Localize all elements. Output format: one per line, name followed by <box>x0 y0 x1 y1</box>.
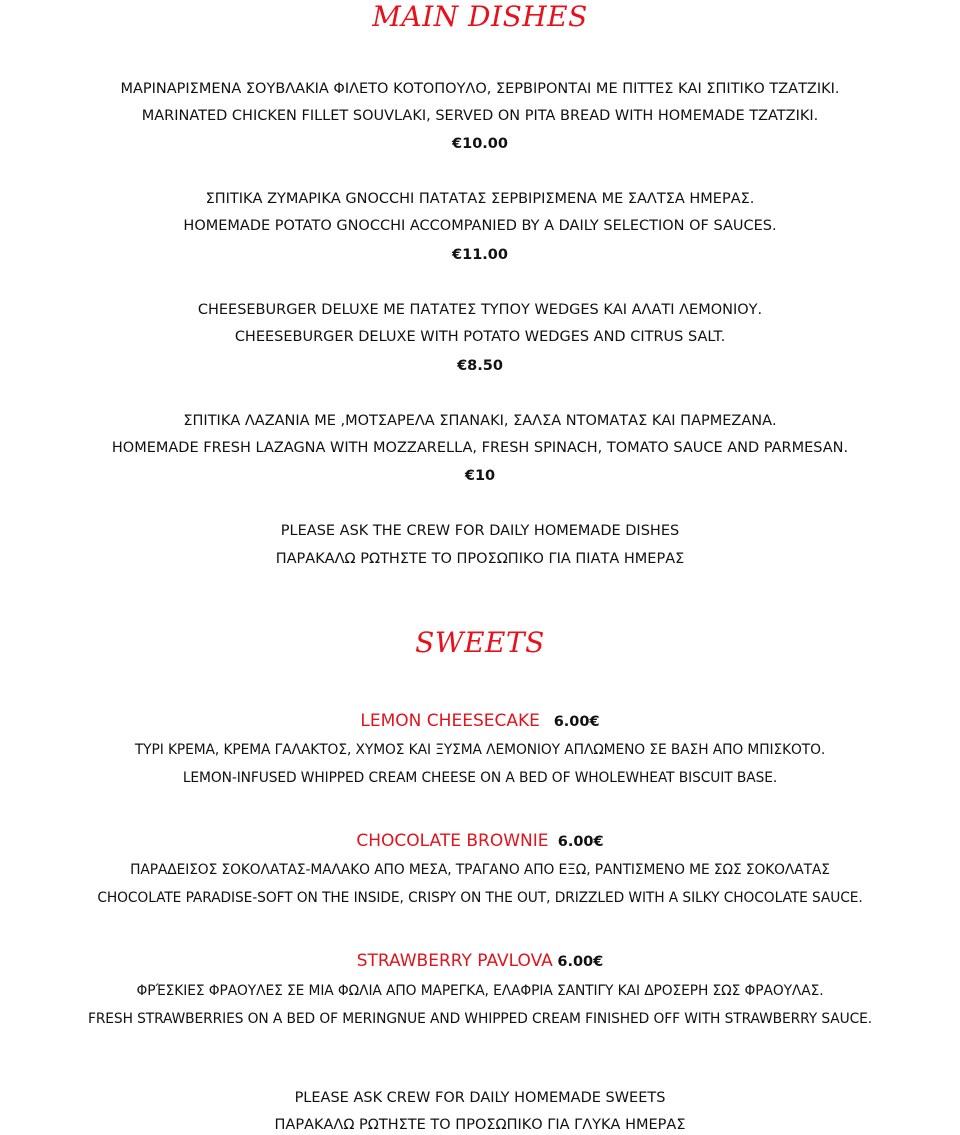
dishes-note-english: PLEASE ASK THE CREW FOR DAILY HOMEMADE DISHES <box>280 523 680 539</box>
sweet-title <box>0 830 960 853</box>
sweet-english: FRESH STRAWBERRIES ON A BED OF MERINGNUE AND WHIPPED CREAM FINISHED OFF WITH STRAWBERRY SAUCE. <box>87 1011 873 1027</box>
dish-english: HOMEMADE FRESH LAZAGNA WITH MOZZARELLA, FRESH SPINACH, TOMATO SAUCE AND PARMESAN. <box>111 440 849 456</box>
dish-price: €10 <box>464 468 496 484</box>
sweet-name: STRAWBERRY PAVLOVA <box>356 951 553 971</box>
sweet-english: LEMON-INFUSED WHIPPED CREAM CHEESE ON A BED OF WHOLEWHEAT BISCUIT BASE. <box>182 770 778 786</box>
main-dishes-heading: MAIN DISHES <box>372 0 588 33</box>
sweet-english: CHOCOLATE PARADISE-SOFT ON THE INSIDE, CRISPY ON THE OUT, DRIZZLED WITH A SILKY CHOCOLATE SAUCE. <box>97 890 863 906</box>
dish-price: €11.00 <box>452 247 508 263</box>
sweet-greek: ΤΥΡΙ ΚΡΕΜΑ, ΚΡΕΜΑ ΓΑΛΑΚΤΟΣ, ΧΥΜΟΣ ΚΑΙ ΞΥΣΜΑ ΛΕΜΟΝΙΟΥ ΑΠΛΩΜΕΝΟ ΣΕ ΒΑΣΗ ΑΠΟ ΜΠΙΣΚΟΤΟ. <box>134 742 826 758</box>
dish-english: HOMEMADE POTATO GNOCCHI ACCOMPANIED BY A DAILY SELECTION OF SAUCES. <box>183 218 777 234</box>
dish-greek: ΜΑΡΙΝΑΡΙΣΜΕΝΑ ΣΟΥΒΛΑΚΙΑ ΦΙΛΕΤΟ ΚΟΤΟΠΟΥΛΟ, ΣΕΡΒΙΡΟΝΤΑΙ ΜΕ ΠΙΤΤΕΣ ΚΑΙ ΣΠΙΤΙΚΟ ΤΖΑΤΖΙΚΙ. <box>120 81 840 97</box>
sweet-price: 6.00€ <box>553 714 600 730</box>
dish-greek: ΣΠΙΤΙΚΑ ΛΑΖΑΝΙΑ ΜΕ ,ΜΟΤΣΑΡΕΛΑ ΣΠΑΝΑΚΙ, ΣΑΛΣΑ ΝΤΟΜΑΤΑΣ ΚΑΙ ΠΑΡΜΕΖΑΝΑ. <box>183 413 777 429</box>
dish-price: €10.00 <box>452 136 508 152</box>
sweet-name: CHOCOLATE BROWNIE <box>356 831 549 851</box>
sweets-heading: SWEETS <box>415 626 545 659</box>
sweets-note-greek: ΠΑΡΑΚΑΛΩ ΡΩΤΗΣΤΕ ΤΟ ΠΡΟΣΩΠΙΚΟ ΓΙΑ ΓΛΥΚΑ ΗΜΕΡΑΣ <box>274 1117 686 1133</box>
dish-english: CHEESEBURGER DELUXE WITH POTATO WEDGES AND CITRUS SALT. <box>234 329 726 345</box>
dish-price: €8.50 <box>457 358 503 374</box>
dishes-note-greek: ΠΑΡΑΚΑΛΩ ΡΩΤΗΣΤΕ ΤΟ ΠΡΟΣΩΠΙΚΟ ΓΙΑ ΠΙΑΤΑ ΗΜΕΡΑΣ <box>275 551 685 567</box>
sweet-greek: ΠΑΡΑΔΕΙΣΟΣ ΣΟΚΟΛΑΤΑΣ-ΜΑΛΑΚΟ ΑΠΟ ΜΕΣΑ, ΤΡΑΓΑΝΟ ΑΠΟ ΕΞΩ, ΡΑΝΤΙΣΜΕΝΟ ΜΕ ΣΩΣ ΣΟΚΟΛΑΤΑΣ <box>130 862 830 878</box>
dish-english: MARINATED CHICKEN FILLET SOUVLAKI, SERVED ON PITA BREAD WITH HOMEMADE TZATZIKI. <box>141 108 819 124</box>
sweet-greek: ΦΡΈΣΚΙΕΣ ΦΡΑΟΥΛΕΣ ΣΕ ΜΙΑ ΦΩΛΙΑ ΑΠΟ ΜΑΡΕΓΚΑ, ΕΛΑΦΡΙΑ ΣΑΝΤΙΓΥ ΚΑΙ ΔΡΟΣΕΡΗ ΣΩΣ ΦΡΑΟΥΛΑΣ. <box>136 983 824 999</box>
sweet-price: 6.00€ <box>557 954 604 970</box>
sweet-title <box>0 950 960 973</box>
sweet-price: 6.00€ <box>557 834 604 850</box>
dish-greek: ΣΠΙΤΙΚΑ ΖΥΜΑΡΙΚΑ GNOCCHI ΠΑΤΑΤΑΣ ΣΕΡΒΙΡΙΣΜΕΝΑ ΜΕ ΣΑΛΤΣΑ ΗΜΕΡΑΣ. <box>205 191 755 207</box>
sweet-name: LEMON CHEESECAKE <box>360 711 540 731</box>
dish-greek: CHEESEBURGER DELUXE ΜΕ ΠΑΤΑΤΕΣ ΤΥΠΟΥ WEDGES ΚΑΙ ΑΛΑΤΙ ΛΕΜΟΝΙΟΥ. <box>197 302 763 318</box>
sweets-note-english: PLEASE ASK CREW FOR DAILY HOMEMADE SWEETS <box>294 1090 666 1106</box>
sweet-title <box>0 710 960 733</box>
